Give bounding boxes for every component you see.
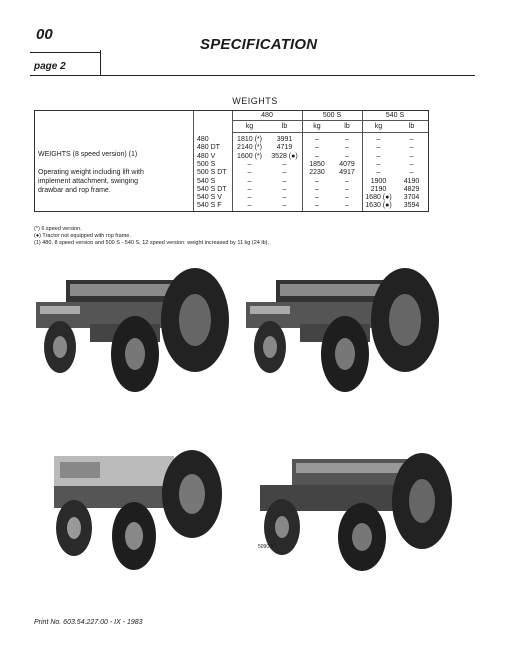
table-cell: – (345, 194, 349, 202)
figure-label: 5090 A (258, 544, 274, 550)
table-cell: 4829 (403, 185, 420, 193)
table-cell: 1810 (*) (237, 136, 262, 143)
weights-heading: WEIGHTS (232, 96, 278, 106)
table-cell: – (247, 194, 252, 202)
row-divider (232, 120, 428, 121)
table-cell: – (282, 177, 287, 185)
group-header-500s: 500 S (322, 112, 342, 119)
table-cell: – (315, 152, 319, 160)
unit-header: lb (408, 123, 415, 130)
col-divider (193, 111, 194, 211)
page-label: page 2 (34, 61, 66, 72)
table-cell: – (345, 185, 349, 193)
table-cell: 1900 (370, 177, 387, 185)
model-name: 500 S DT (197, 169, 227, 177)
model-name: 540 S (197, 177, 216, 185)
table-cell: – (315, 194, 319, 202)
table-notes (34, 226, 269, 247)
table-cell: 4079 (339, 160, 355, 168)
header-rule-left (30, 52, 100, 53)
table-cell: 1630 (●) (365, 202, 392, 210)
model-name: 540 S V (197, 194, 222, 202)
table-cell: – (315, 185, 319, 193)
note-line: (*) 6 speed version. (34, 226, 82, 232)
unit-header: kg (245, 123, 254, 130)
unit-header: lb (344, 123, 350, 130)
table-cell: – (376, 136, 381, 143)
tractor-480-photo (30, 262, 245, 400)
row-label-weights: WEIGHTS (8 speed version) (1) (38, 151, 138, 158)
unit-header: lb (281, 123, 288, 130)
tractor-500s-photo (240, 262, 455, 400)
row-divider (232, 132, 428, 133)
table-cell: – (282, 194, 287, 202)
header-rule-vertical (100, 50, 101, 76)
table-cell: – (345, 177, 349, 185)
table-cell: – (409, 144, 414, 152)
table-cell: – (247, 202, 252, 210)
note-line: (●) Tractor not equipped with rop frame. (34, 233, 131, 239)
table-cell: – (282, 202, 287, 210)
table-cell: – (409, 160, 414, 168)
table-cell: 2230 (309, 169, 325, 177)
table-cell: 1680 (●) (365, 194, 392, 202)
table-cell: 3594 (403, 202, 420, 210)
table-cell: 2190 (370, 185, 387, 193)
table-cell: – (282, 185, 287, 193)
table-cell: 4719 (276, 144, 293, 152)
print-number-footer: Print No. 603.54.227.00 - IX - 1983 (34, 619, 143, 626)
table-cell: – (247, 169, 252, 177)
unit-header: kg (374, 123, 383, 130)
table-cell: – (315, 177, 319, 185)
unit-header: kg (313, 123, 321, 130)
model-name: 540 S F (197, 202, 222, 210)
table-cell: – (376, 169, 381, 177)
weights-table (34, 110, 429, 212)
table-cell: – (282, 169, 287, 177)
model-name: 500 S (197, 160, 216, 168)
group-header-480: 480 (261, 112, 273, 119)
table-cell: – (247, 185, 252, 193)
table-cell: 1600 (*) (237, 152, 262, 160)
table-cell: – (345, 144, 349, 152)
table-cell: – (409, 136, 414, 143)
table-cell: – (409, 169, 414, 177)
model-name: 480 DT (197, 144, 220, 152)
table-cell: 3704 (403, 194, 420, 202)
model-name: 480 V (197, 152, 216, 160)
table-cell: – (247, 160, 252, 168)
model-name: 480 (197, 136, 209, 143)
note-line: (1) 480, 8 speed version and 500 S - 540 S, 12 speed version: weight increased by 11 kg (24 lb). (34, 240, 270, 246)
table-cell: – (282, 160, 287, 168)
row-label-desc: implement attachment, swinging (38, 178, 138, 185)
tractor-480dt-photo (34, 448, 234, 573)
table-cell: – (345, 202, 349, 210)
table-cell: 3991 (276, 136, 293, 143)
table-cell: 4190 (403, 177, 420, 185)
group-header-540s: 540 S (385, 112, 405, 119)
header-rule-main (30, 75, 475, 76)
table-cell: – (315, 136, 319, 143)
table-cell: 3528 (●) (271, 152, 298, 160)
page-title: SPECIFICATION (200, 36, 318, 53)
table-cell: – (345, 152, 349, 160)
tractor-540s-photo (252, 445, 462, 575)
row-label-desc: Operating weight including lift with (38, 169, 144, 176)
table-cell: – (376, 152, 381, 160)
table-cell: 1850 (309, 160, 325, 168)
table-cell: – (247, 177, 252, 185)
table-cell: – (409, 152, 414, 160)
table-cell: 4917 (339, 169, 355, 177)
table-cell: – (315, 202, 319, 210)
table-cell: 2140 (*) (237, 144, 262, 152)
row-label-desc: drawbar and rop frame. (38, 187, 111, 194)
table-cell: – (376, 144, 381, 152)
model-name: 540 S DT (197, 185, 227, 193)
section-number: 00 (36, 26, 53, 43)
table-cell: – (376, 160, 381, 168)
table-cell: – (345, 136, 349, 143)
table-cell: – (315, 144, 319, 152)
